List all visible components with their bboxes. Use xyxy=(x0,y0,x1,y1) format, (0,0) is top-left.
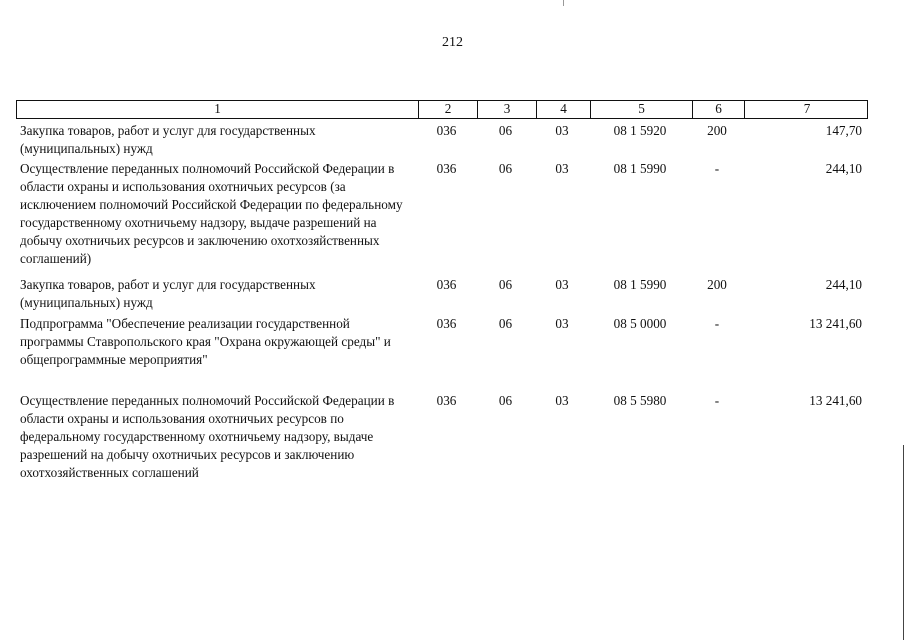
column-header-4: 4 xyxy=(536,101,590,118)
page-number: 212 xyxy=(442,35,463,50)
row-rz: 06 xyxy=(498,277,513,292)
scan-edge-line xyxy=(903,445,904,640)
column-header-7: 7 xyxy=(744,101,869,118)
table-row xyxy=(16,392,868,482)
row-sum: 244,10 xyxy=(825,161,862,176)
table-row xyxy=(16,122,868,158)
row-name: Подпрограмма "Обеспечение реализации государственной программы Ставропольского края "Охрана окружающей среды" и общепрограммные мероприятия" xyxy=(20,316,391,367)
table-row xyxy=(16,315,868,369)
row-ved: 036 xyxy=(436,161,457,176)
row-vr: - xyxy=(714,393,720,408)
row-vr: - xyxy=(714,316,720,331)
row-ved: 036 xyxy=(436,277,457,292)
row-ved: 036 xyxy=(436,393,457,408)
table-row xyxy=(16,160,868,268)
column-header-6: 6 xyxy=(692,101,744,118)
budget-table xyxy=(16,100,868,482)
column-header-1: 1 xyxy=(214,101,221,116)
row-csr: 08 5 0000 xyxy=(613,316,667,331)
row-ved: 036 xyxy=(436,316,457,331)
row-csr: 08 1 5990 xyxy=(613,161,667,176)
row-vr: 200 xyxy=(707,123,727,138)
row-name: Закупка товаров, работ и услуг для государственных (муниципальных) нужд xyxy=(20,123,316,156)
row-pr: 03 xyxy=(555,161,569,176)
row-sum: 13 241,60 xyxy=(809,316,862,331)
row-pr: 03 xyxy=(555,393,569,408)
row-sum: 244,10 xyxy=(825,277,862,292)
row-name: Осуществление переданных полномочий Российской Федерации в области охраны и использования охотничьих ресурсов по федеральному государственному охотничьему надзору, выдаче разрешений на добычу охотничьих ресурсов и заключению охотхозяйственных соглашений xyxy=(20,393,395,480)
row-pr: 03 xyxy=(555,277,569,292)
row-csr: 08 1 5920 xyxy=(613,123,667,138)
row-csr: 08 5 5980 xyxy=(613,393,667,408)
row-name: Осуществление переданных полномочий Российской Федерации в области охраны и использования охотничьих ресурсов (за исключением полномочий Российской Федерации по федеральному государственному охотничьему надзору, выдаче разрешений на добычу охотничьих ресурсов и заключению охотхозяйственных соглашений) xyxy=(20,161,403,266)
row-vr: 200 xyxy=(707,277,727,292)
column-header-3: 3 xyxy=(477,101,536,118)
row-rz: 06 xyxy=(498,316,513,331)
row-ved: 036 xyxy=(436,123,457,138)
row-sum: 147,70 xyxy=(825,123,862,138)
row-rz: 06 xyxy=(498,393,513,408)
row-vr: - xyxy=(714,161,720,176)
row-csr: 08 1 5990 xyxy=(613,277,667,292)
row-pr: 03 xyxy=(555,123,569,138)
row-name: Закупка товаров, работ и услуг для государственных (муниципальных) нужд xyxy=(20,277,316,310)
scan-edge-mark xyxy=(563,0,564,6)
table-header-row xyxy=(16,100,868,119)
column-header-2: 2 xyxy=(418,101,477,118)
column-header-5: 5 xyxy=(590,101,692,118)
row-rz: 06 xyxy=(498,161,513,176)
row-spacer xyxy=(16,369,868,389)
row-sum: 13 241,60 xyxy=(809,393,862,408)
row-pr: 03 xyxy=(555,316,569,331)
table-row xyxy=(16,276,868,312)
row-rz: 06 xyxy=(498,123,513,138)
